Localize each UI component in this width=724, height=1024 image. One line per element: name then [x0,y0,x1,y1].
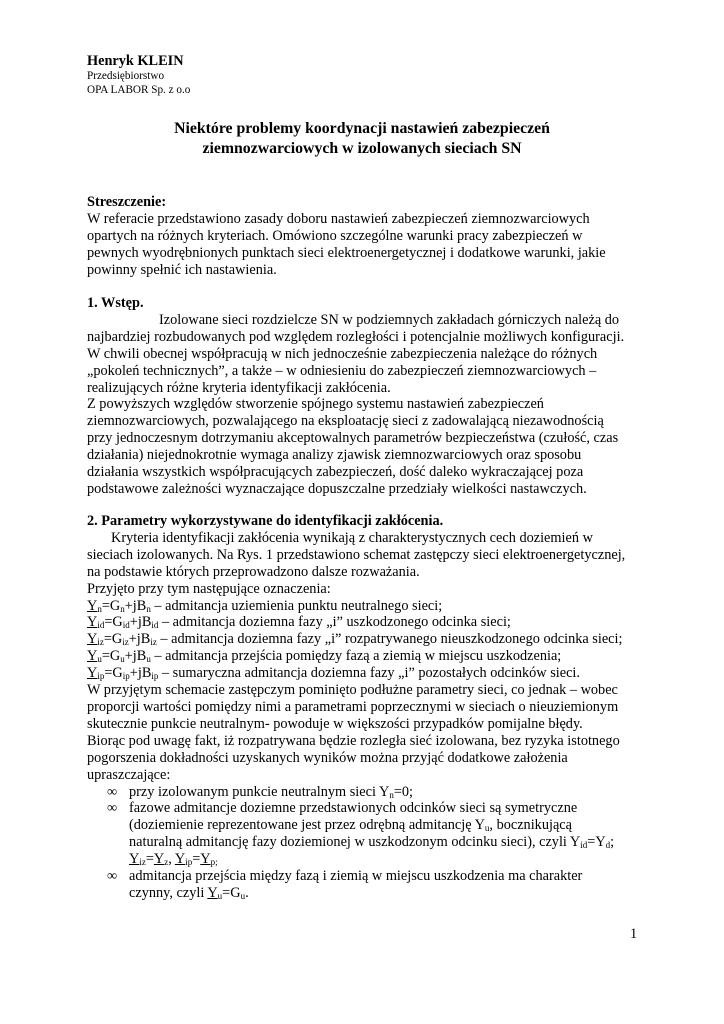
title-line-1: Niektóre problemy koordynacji nastawień zabezpieczeń [174,120,550,137]
paper-title [87,119,637,159]
bullet-item: ∞ fazowe admitancje doziemne przedstawionych odcinków sieci są symetryczne (doziemienie reprezentowane jest przez odrębną admitancję $Y_u$, bocznikującą naturalną admitancję fazy doziemionej w uszkodzonym odcinku sieci), czyli $Y_{id}=Y_d$; $Y_{iz}=Y_z$, $Y_{ip}=Y_{p;}$ [87,800,647,868]
paragraph-line: W przyjętym schemacie zastępczym pominięto podłużne parametry sieci, co jednak – wobec [87,682,618,699]
paragraph-line: skutecznie punkcie neutralnym- powoduje w większości przypadków pomijalne błędy. [87,715,583,732]
paragraph-line: Biorąc pod uwagę fakt, iż rozpatrywana będzie rozległa sieć izolowana, bez ryzyka istotnego [87,732,620,749]
section-2-heading: 2. Parametry wykorzystywane do identyfikacji zakłócenia. [87,513,444,529]
paragraph-line: działania) niejednokrotnie wymaga analizy zjawisk ziemnozwarciowych oraz sposobu [87,447,582,464]
paragraph-line: sieciach izolowanych. Na Rys. 1 przedstawiono schemat zastępczy sieci elektroenergetycznej, [87,546,626,563]
paragraph-line: proporcji wartości pomiędzy nimi a parametrami poprzecznymi w sieciach o nieuziemionym [87,698,619,715]
symbol-definition: $Y_{ip}=G_{ip}+jB_{ip}$ – sumaryczna admitancja doziemna fazy „i” pozostałych odcinków sieci. [87,665,580,682]
symbol: $Y_{id}$ [87,614,105,631]
title-line-2: ziemnozwarciowych w izolowanych sieciach SN [202,140,522,157]
section-1-heading: 1. Wstęp. [87,295,144,311]
paragraph-line: najbardziej rozbudowanych pod względem rozległości i potencjalnie możliwych konfiguracji. [87,328,625,345]
paragraph-line: Kryteria identyfikacji zakłócenia wynikają z charakterystycznych cech doziemień w [111,529,593,546]
paragraph-line: podstawowe zależności wyznaczające dopuszczalne przedziały wielkości nastawczych. [87,480,587,497]
bullet-item: ∞ przy izolowanym punkcie neutralnym sieci $Y_n=0$; [87,784,647,801]
section-parameters [87,513,647,902]
paragraph-line: Z powyższych względów stworzenie spójnego systemu nastawień zabezpieczeń [87,396,544,413]
abstract-line: powinny spełnić ich nastawienia. [87,261,277,278]
abstract-line: opartych na różnych kryteriach. Omówiono szczególne warunki pracy zabezpieczeń w [87,227,583,244]
paragraph-line: działania wszystkich współpracujących zabezpieczeń, dość daleko wykraczającej poza [87,464,584,481]
paragraph-line: na podstawie których przeprowadzono dalsze rozważania. [87,563,420,580]
bullet-item: ∞ admitancja przejścia między fazą i ziemią w miejscu uszkodzenia ma charakter czynny, czyli $Y_u=G_u$. [87,868,647,902]
section-introduction [87,295,647,498]
infinity-bullet-icon: ∞ [107,783,118,800]
paragraph-line: przy jednoczesnym dotrzymaniu akceptowalnych parametrów bezpieczeństwa (czułość, czas [87,430,619,447]
symbol: $Y_{ip}$ [87,665,105,682]
infinity-bullet-icon: ∞ [107,800,118,817]
paragraph-line: realizujących różne kryteria identyfikacji zakłócenia. [87,379,391,396]
symbol: $Y_n$ [87,597,102,614]
author-name: Henryk KLEIN [87,53,184,69]
page-number: 1 [630,926,638,942]
paragraph-line: pogorszenia dokładności uzyskanych wyników można przyjąć dodatkowe założenia [87,749,568,766]
abstract [87,194,647,279]
symbol-definition: $Y_n=G_n+jB_n$ – admitancja uziemienia punktu neutralnego sieci; [87,597,443,614]
infinity-bullet-icon: ∞ [107,868,118,885]
paragraph-line: Przyjęto przy tym następujące oznaczenia: [87,580,331,597]
paragraph-line: „pokoleń technicznych”, a także – w odniesieniu do zabezpieczeń ziemnozwarciowych – [87,362,597,379]
paragraph-line: W chwili obecnej współpracują w nich jednocześnie zabezpieczenia należące do różnych [87,345,598,362]
paragraph-line: upraszczające: [87,766,171,783]
symbol-definition: $Y_{id}=G_{id}+jB_{id}$ – admitancja doziemna fazy „i” uszkodzonego odcinka sieci; [87,614,511,631]
symbol: $Y_u$ [87,648,102,665]
paragraph-line: ziemnozwarciowych, pozwalającego na eksploatację sieci z zadowalającą niezawodnością [87,413,604,430]
abstract-line: pewnych wyodrębnionych punktach sieci elektroenergetycznej i dodatkowe warunki, jakie [87,244,606,261]
symbol-definition: $Y_u=G_u+jB_u$ – admitancja przejścia pomiędzy fazą a ziemią w miejscu uszkodzenia; [87,648,562,665]
affiliation-line-1: Przedsiębiorstwo [87,70,165,82]
symbol: $Y_{iz}$ [87,631,104,648]
abstract-heading: Streszczenie: [87,194,167,210]
affiliation-line-2: OPA LABOR Sp. z o.o [87,84,191,96]
paragraph-line: Izolowane sieci rozdzielcze SN w podziemnych zakładach górniczych należą do [159,311,620,328]
abstract-line: W referacie przedstawiono zasady doboru nastawień zabezpieczeń ziemnozwarciowych [87,210,590,227]
symbol-definition: $Y_{iz}=G_{iz}+jB_{iz}$ – admitancja doziemna fazy „i” rozpatrywanego nieuszkodzonego odcinka sieci; [87,631,623,648]
